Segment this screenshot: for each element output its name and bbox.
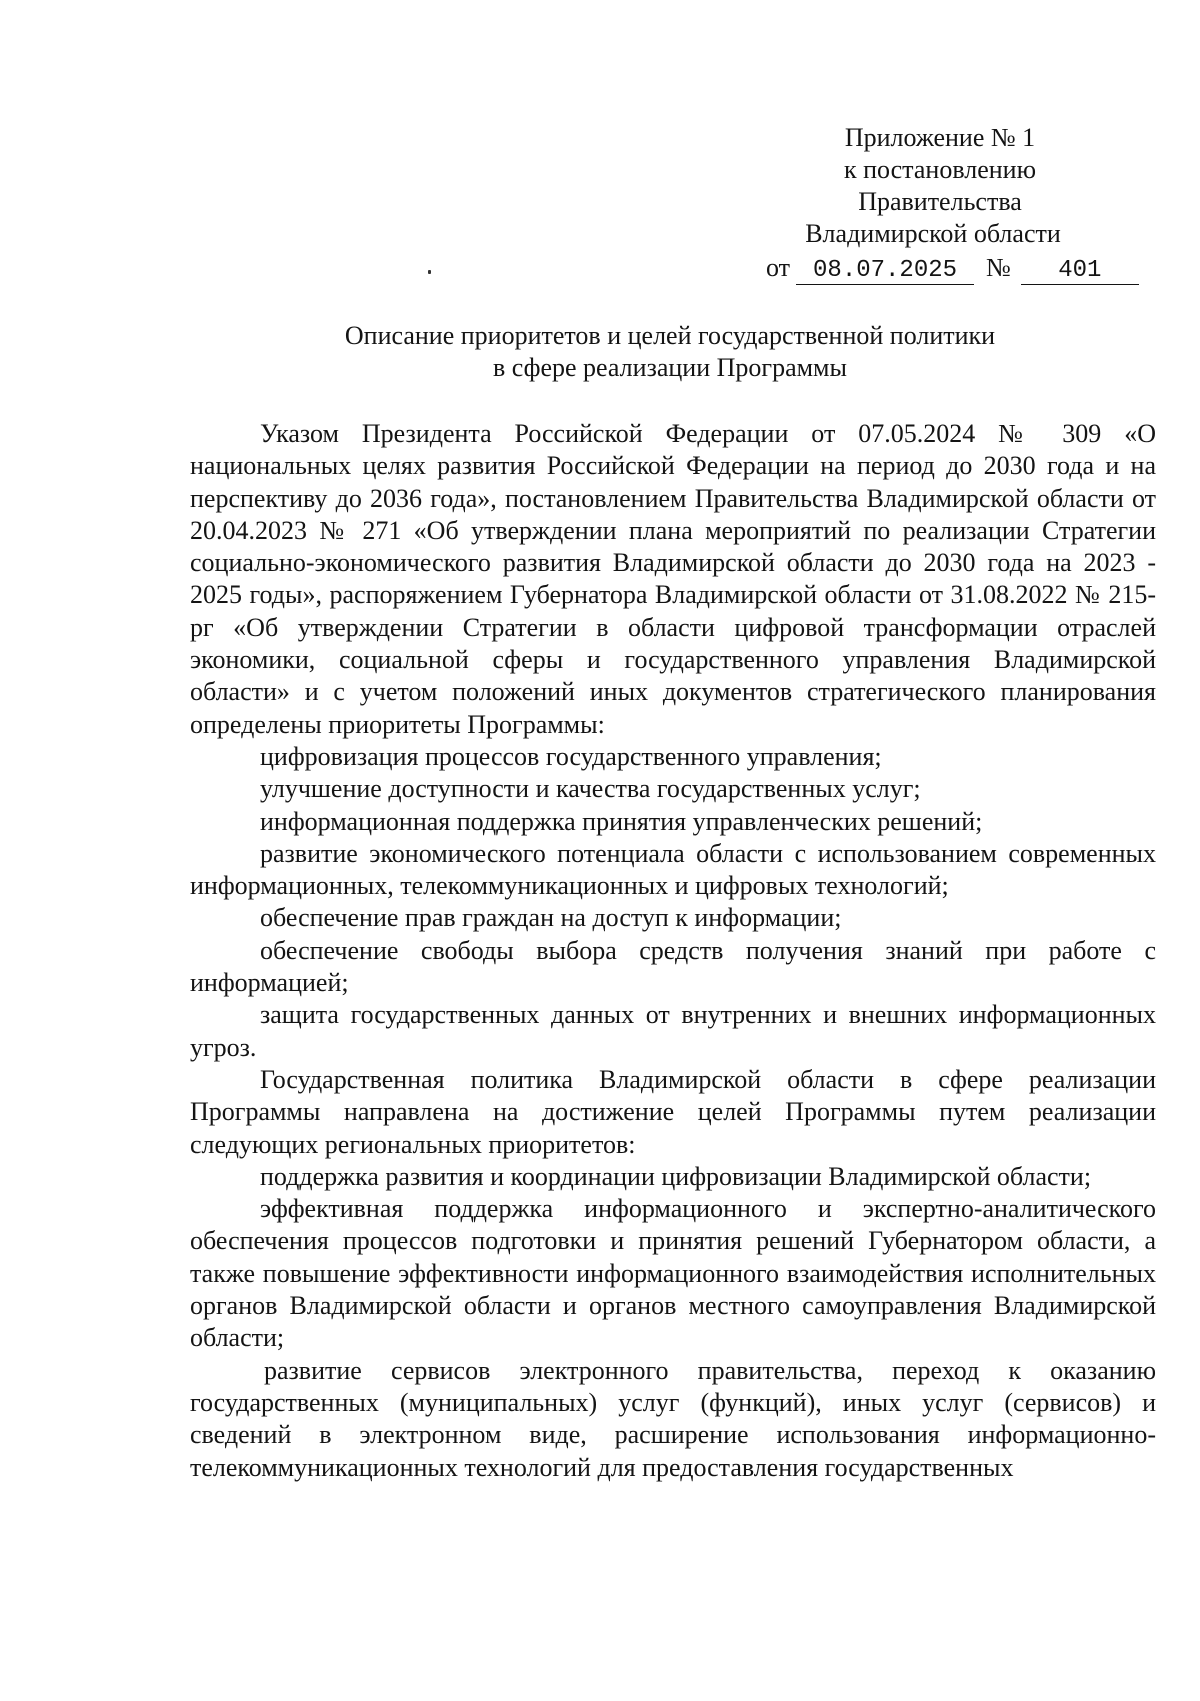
regional-priority-item: поддержка развития и координации цифровизации Владимирской области; bbox=[260, 1161, 1092, 1191]
appendix-header bbox=[760, 122, 1120, 250]
number-prefix: № bbox=[986, 253, 1011, 282]
paragraph-regional-policy: Государственная политика Владимирской области в сфере реализации Программы направлена на достижение целей Программы путем реализации следующих региональных приоритетов: bbox=[190, 1064, 1156, 1159]
priority-item: цифровизация процессов государственного управления; bbox=[260, 741, 882, 771]
decree-date: 08.07.2025 bbox=[796, 258, 974, 285]
appendix-authority: Правительства bbox=[858, 187, 1022, 216]
appendix-number: Приложение № 1 bbox=[844, 123, 1036, 152]
appendix-region: Владимирской области bbox=[805, 219, 1061, 248]
document-body bbox=[190, 418, 1156, 1484]
decree-date-number bbox=[766, 252, 1139, 285]
paragraph-decree-basis: Указом Президента Российской Федерации от 07.05.2024 № 309 «О национальных целях развития Российской Федерации на период до 2030 года и на перспективу до 2036 года», постановлением Правительства Владимирской области от 20.04.2023 № 271 «Об утверждении плана мероприятий по реализации Стратегии социально-экономического развития Владимирской области до 2030 года на 2023 - 2025 годы», распоряжением Губернатора Владимирской области от 31.08.2022 № 215-рг «Об утверждении Стратегии в области цифровой трансформации отраслей экономики, социальной сферы и государственного управления Владимирской области» и с учетом положений иных документов стратегического планирования определены приоритеты Программы: bbox=[190, 419, 1156, 739]
priority-item: развитие экономического потенциала области с использованием современных информационных, телекоммуникационных и цифровых технологий; bbox=[190, 838, 1156, 901]
priority-item: улучшение доступности и качества государственных услуг; bbox=[260, 774, 921, 804]
regional-priority-item: эффективная поддержка информационного и экспертно-аналитического обеспечения процессов подготовки и принятия решений Губернатором области, а также повышение эффективности информационного взаимодействия исполнительных органов Владимирской области и органов местного самоуправления Владимирской области; bbox=[190, 1194, 1156, 1353]
regional-priority-item: развитие сервисов электронного правительства, переход к оказанию государственных (муниципальных) услуг (функций), иных услуг (сервисов) и сведений в электронном виде, расширение использования информационно-телекоммуникационных технологий для предоставления государственных bbox=[190, 1355, 1156, 1482]
priority-item: информационная поддержка принятия управленческих решений; bbox=[260, 806, 983, 836]
title-line-2: в сфере реализации Программы bbox=[493, 353, 847, 382]
priority-item: обеспечение прав граждан на доступ к информации; bbox=[260, 903, 842, 933]
date-prefix: от bbox=[766, 253, 791, 282]
priority-item: обеспечение свободы выбора средств получения знаний при работе с информацией; bbox=[190, 935, 1156, 998]
priority-item: защита государственных данных от внутренних и внешних информационных угроз. bbox=[190, 1000, 1156, 1062]
title-line-1: Описание приоритетов и целей государственной политики bbox=[344, 321, 996, 350]
appendix-decree-ref: к постановлению bbox=[843, 155, 1037, 184]
document-title bbox=[190, 320, 1150, 384]
scan-speck bbox=[428, 270, 431, 274]
decree-number: 401 bbox=[1021, 258, 1139, 285]
